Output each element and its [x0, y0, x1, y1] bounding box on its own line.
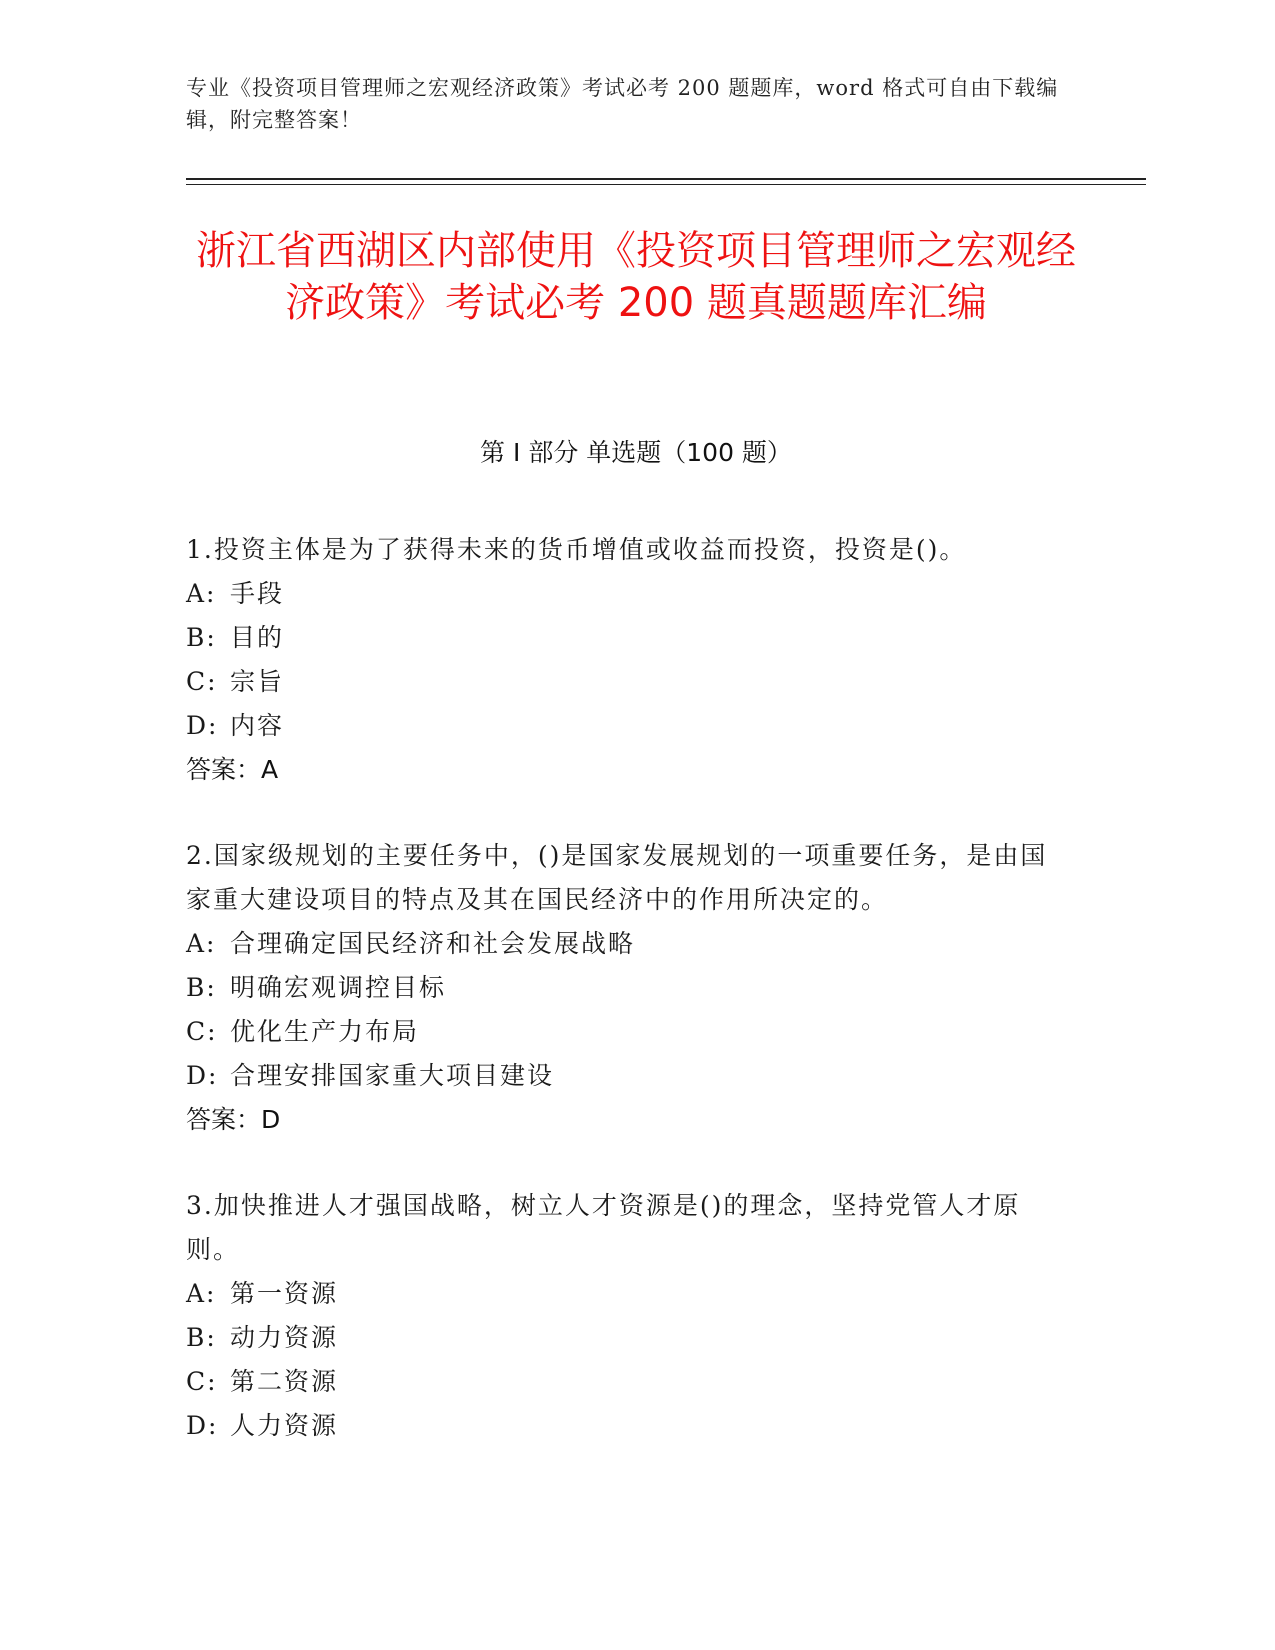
option-a: [186, 1272, 1066, 1316]
question-3: [186, 1184, 1066, 1448]
option-b: [186, 1316, 1066, 1360]
option-key: A:: [186, 1279, 217, 1308]
option-text: 内容: [230, 711, 285, 740]
option-key: C:: [186, 1017, 218, 1046]
option-c: [186, 1010, 1066, 1054]
option-key: B:: [186, 1323, 217, 1352]
option-key: A:: [186, 929, 217, 958]
option-a: [186, 572, 1066, 616]
option-text: 第二资源: [230, 1367, 339, 1396]
document-title: 浙江省西湖区内部使用《投资项目管理师之宏观经济政策》考试必考 200 题真题题库汇编: [196, 228, 1076, 326]
header-note: 专业《投资项目管理师之宏观经济政策》考试必考 200 题题库，word 格式可自由下载编辑，附完整答案！: [186, 76, 1059, 132]
option-text: 第一资源: [230, 1279, 339, 1308]
option-text: 明确宏观调控目标: [230, 973, 447, 1002]
option-d: [186, 1404, 1066, 1448]
question-stem: 1.投资主体是为了获得未来的货币增值或收益而投资，投资是()。: [186, 535, 967, 564]
option-key: B:: [186, 973, 217, 1002]
question-1: [186, 528, 1066, 792]
option-key: B:: [186, 623, 217, 652]
section-title: 第 I 部分 单选题（100 题）: [480, 438, 792, 467]
answer-line: 答案：A: [186, 755, 279, 784]
option-text: 目的: [230, 623, 285, 652]
option-key: C:: [186, 1367, 218, 1396]
option-key: A:: [186, 579, 217, 608]
option-b: [186, 616, 1066, 660]
question-stem: 3.加快推进人才强国战略，树立人才资源是()的理念，坚持党管人才原则。: [186, 1191, 1021, 1264]
option-d: [186, 704, 1066, 748]
option-text: 优化生产力布局: [230, 1017, 420, 1046]
option-text: 合理确定国民经济和社会发展战略: [230, 929, 636, 958]
option-text: 宗旨: [230, 667, 285, 696]
option-key: D:: [186, 1061, 219, 1090]
question-2: [186, 834, 1066, 1142]
option-d: [186, 1054, 1066, 1098]
answer-line: 答案：D: [186, 1105, 281, 1134]
question-list: [186, 528, 1066, 1490]
option-c: [186, 660, 1066, 704]
option-text: 手段: [230, 579, 285, 608]
header-rule-thick: [186, 178, 1146, 180]
option-key: C:: [186, 667, 218, 696]
option-c: [186, 1360, 1066, 1404]
header-rule-thin: [186, 184, 1146, 185]
option-text: 动力资源: [230, 1323, 339, 1352]
option-b: [186, 966, 1066, 1010]
option-a: [186, 922, 1066, 966]
question-stem: 2.国家级规划的主要任务中，()是国家发展规划的一项重要任务，是由国家重大建设项目的特点及其在国民经济中的作用所决定的。: [186, 841, 1048, 914]
option-text: 人力资源: [230, 1411, 339, 1440]
option-key: D:: [186, 1411, 219, 1440]
option-text: 合理安排国家重大项目建设: [230, 1061, 555, 1090]
option-key: D:: [186, 711, 219, 740]
